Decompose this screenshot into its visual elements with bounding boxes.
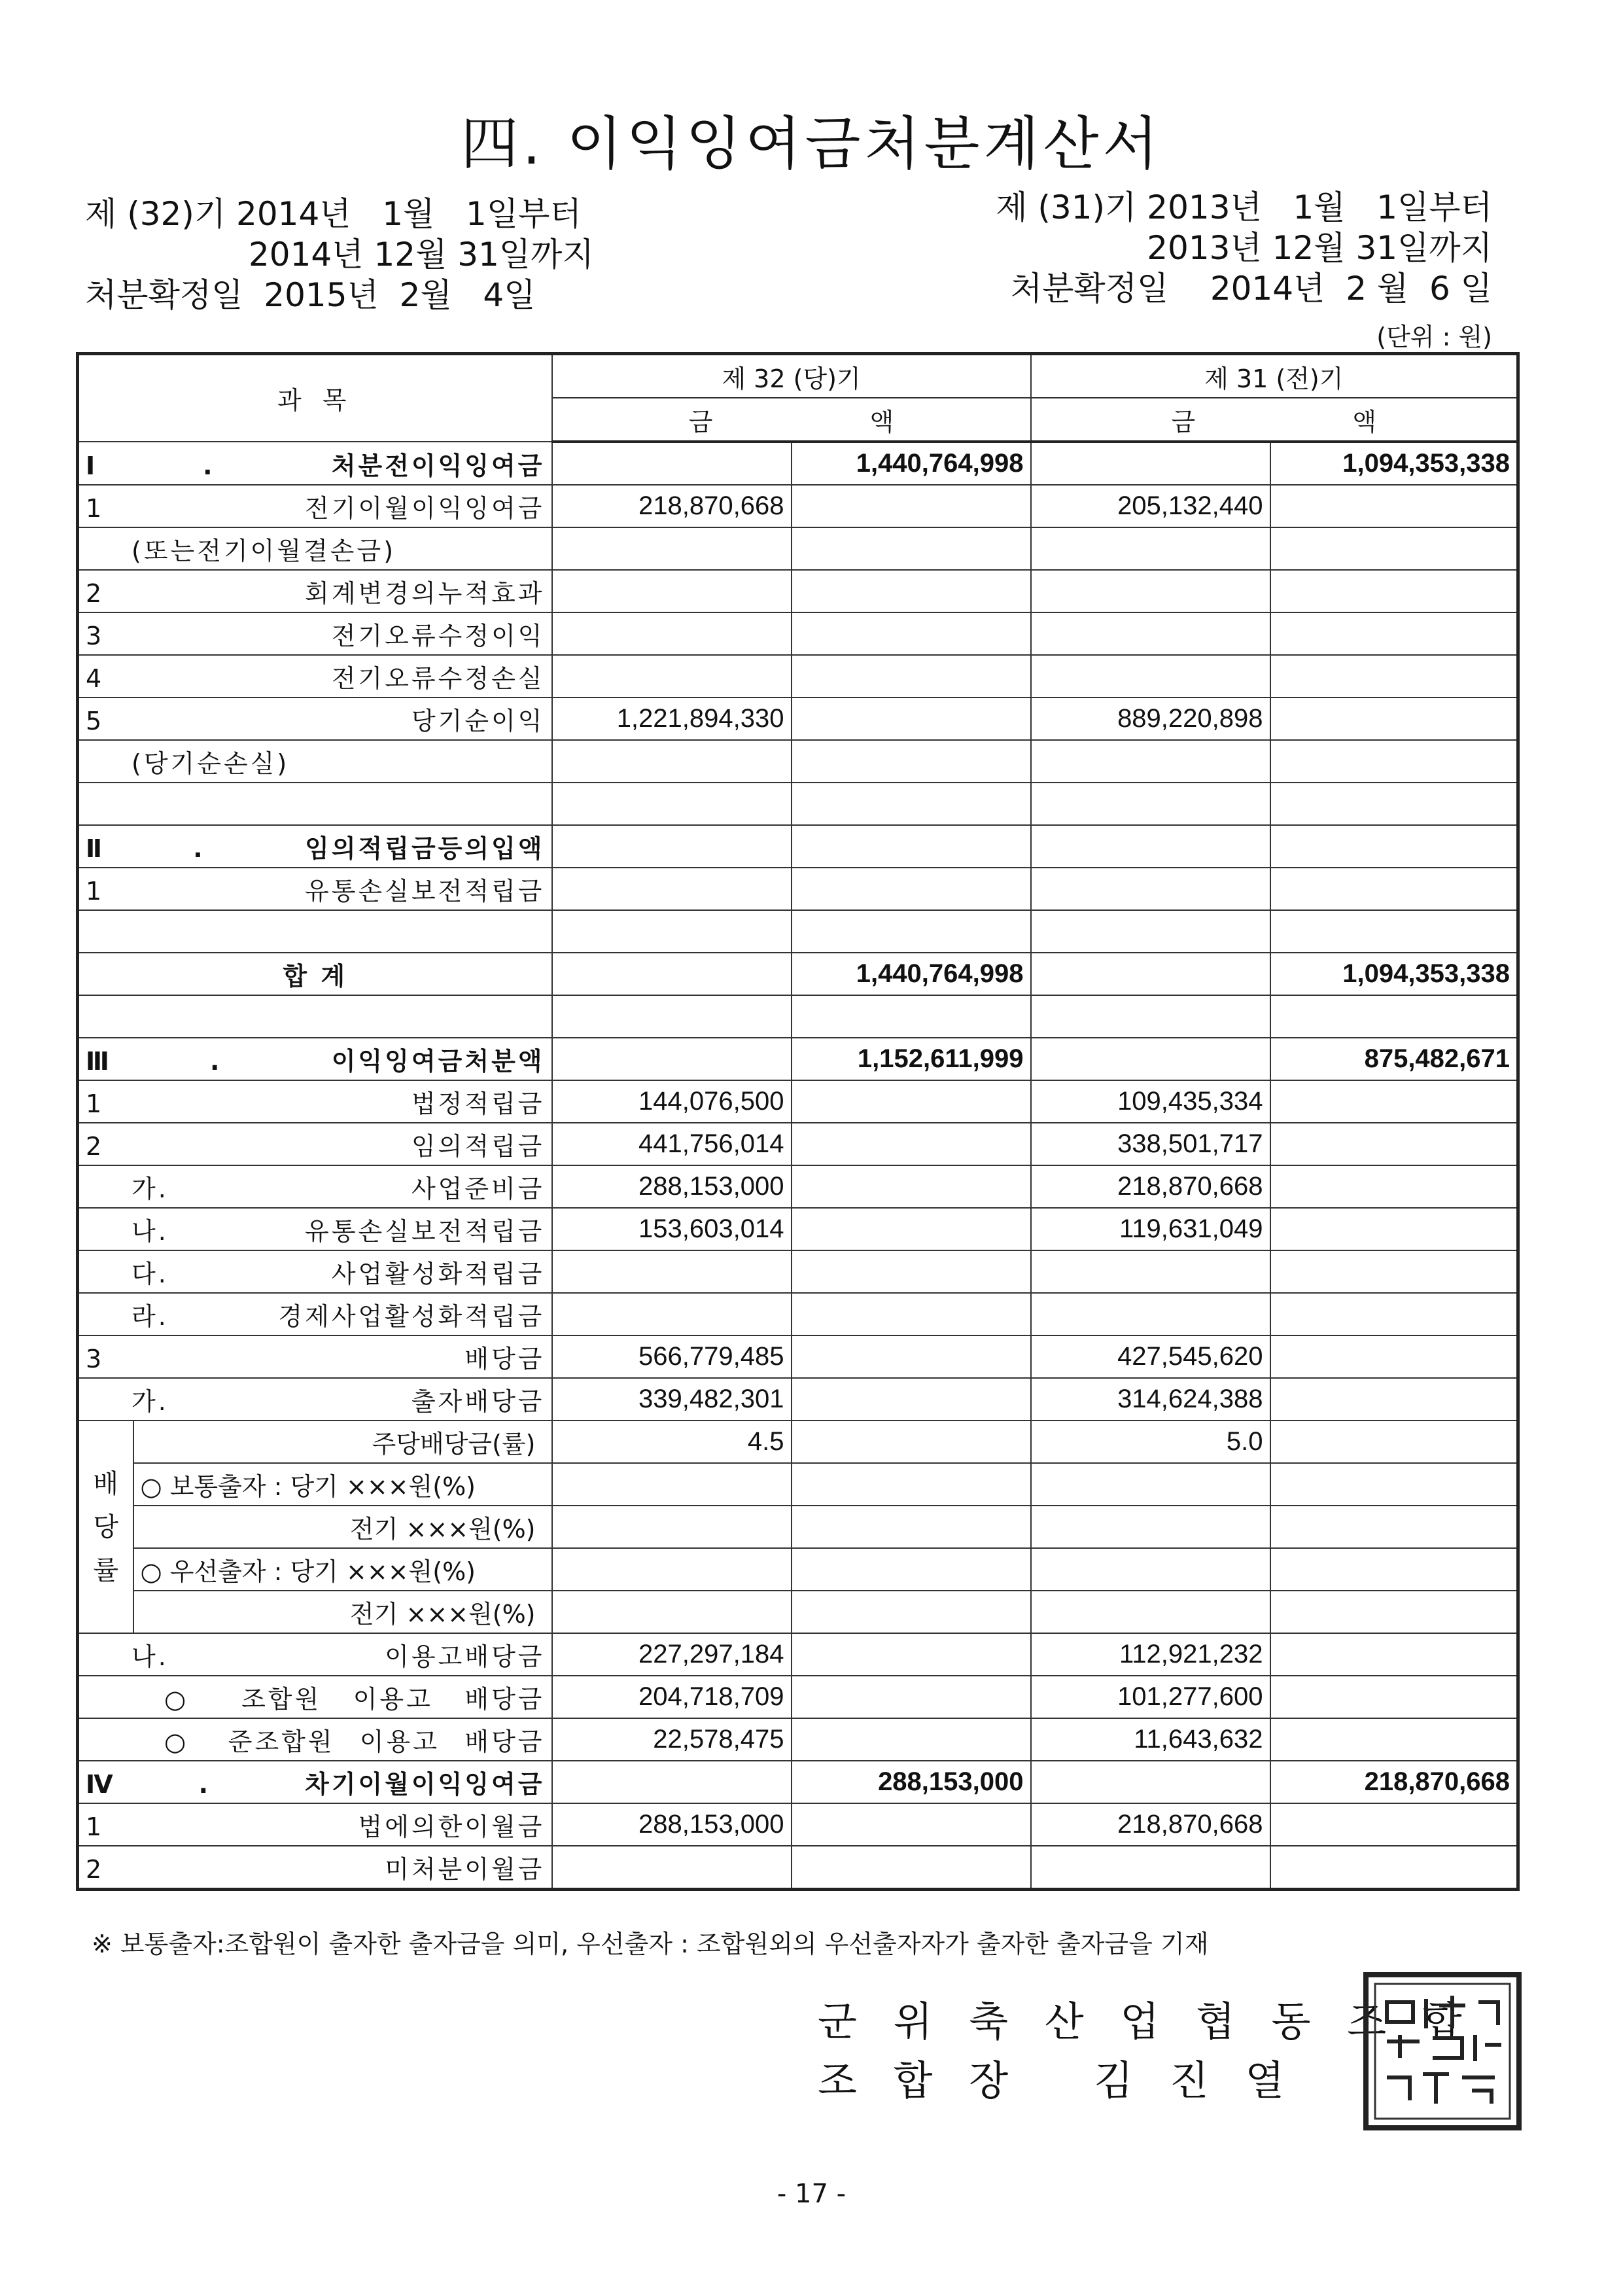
current-detail-amount bbox=[552, 1591, 792, 1633]
current-detail-amount: 22,578,475 bbox=[552, 1718, 792, 1761]
prior-detail-amount bbox=[1031, 995, 1270, 1038]
current-total-amount bbox=[792, 1846, 1031, 1890]
row-label: 1 법에의한이월금 bbox=[78, 1803, 552, 1846]
prior-total-amount bbox=[1270, 740, 1518, 783]
prior-detail-amount bbox=[1031, 442, 1270, 485]
period-current-header bbox=[85, 194, 594, 315]
prior-total-amount bbox=[1270, 570, 1518, 612]
row-label: 다. 사업활성화적립금 bbox=[78, 1250, 552, 1293]
current-detail-amount bbox=[552, 740, 792, 783]
current-total-amount bbox=[792, 1378, 1031, 1421]
prior-total-amount bbox=[1270, 527, 1518, 570]
header-row-periods bbox=[78, 354, 1518, 398]
row-label bbox=[78, 995, 552, 1038]
prior-detail-amount bbox=[1031, 1463, 1270, 1506]
current-detail-amount: 218,870,668 bbox=[552, 485, 792, 527]
disposition-statement-table bbox=[76, 352, 1520, 1891]
current-total-amount bbox=[792, 1506, 1031, 1548]
row-label bbox=[78, 910, 552, 953]
dividend-rate-label: ○ 우선출자 : 당기 ×××원(%) bbox=[133, 1548, 552, 1591]
prior-detail-amount: 109,435,334 bbox=[1031, 1080, 1270, 1123]
current-detail-amount bbox=[552, 570, 792, 612]
period-current-line2: 2014년 12월 31일까지 bbox=[249, 236, 594, 274]
current-detail-amount bbox=[552, 995, 792, 1038]
prior-detail-amount bbox=[1031, 953, 1270, 995]
prior-total-amount: 1,094,353,338 bbox=[1270, 953, 1518, 995]
statement-row bbox=[78, 1761, 1518, 1803]
current-total-amount bbox=[792, 1165, 1031, 1208]
footnote: ※ 보통출자:조합원이 출자한 출자금을 의미, 우선출자 : 조합원외의 우선출자자가 출자한 출자금을 기재 bbox=[92, 1930, 1209, 1958]
row-label: 1 법정적립금 bbox=[78, 1080, 552, 1123]
current-total-amount bbox=[792, 1591, 1031, 1633]
current-detail-amount bbox=[552, 1038, 792, 1080]
statement-row bbox=[78, 1718, 1518, 1761]
document-title: 四. 이익잉여금처분계산서 bbox=[461, 110, 1162, 177]
current-detail-amount bbox=[552, 783, 792, 825]
prior-detail-amount: 205,132,440 bbox=[1031, 485, 1270, 527]
period-current-line1: 제 (32)기 2014년 1월 1일부터 bbox=[85, 195, 582, 233]
amount-char-1: 금 bbox=[1171, 407, 1196, 436]
current-total-amount: 1,152,611,999 bbox=[792, 1038, 1031, 1080]
prior-total-amount bbox=[1270, 783, 1518, 825]
prior-detail-amount: 427,545,620 bbox=[1031, 1335, 1270, 1378]
prior-detail-amount bbox=[1031, 868, 1270, 910]
current-detail-amount bbox=[552, 1250, 792, 1293]
current-total-amount bbox=[792, 740, 1031, 783]
prior-detail-amount bbox=[1031, 1548, 1270, 1591]
prior-detail-amount: 338,501,717 bbox=[1031, 1123, 1270, 1165]
statement-row bbox=[78, 1165, 1518, 1208]
prior-total-amount bbox=[1270, 1718, 1518, 1761]
current-detail-amount: 227,297,184 bbox=[552, 1633, 792, 1676]
prior-total-amount bbox=[1270, 1378, 1518, 1421]
current-total-amount bbox=[792, 1123, 1031, 1165]
statement-row bbox=[78, 740, 1518, 783]
row-label: 5 당기순이익 bbox=[78, 698, 552, 740]
current-total-amount bbox=[792, 1803, 1031, 1846]
statement-row bbox=[78, 1038, 1518, 1080]
prior-total-amount bbox=[1270, 1548, 1518, 1591]
current-total-amount bbox=[792, 655, 1031, 698]
page-number: - 17 - bbox=[777, 2179, 846, 2209]
prior-detail-amount: 11,643,632 bbox=[1031, 1718, 1270, 1761]
unit-label: (단위 : 원) bbox=[1376, 323, 1492, 351]
prior-total-amount bbox=[1270, 1080, 1518, 1123]
current-total-amount bbox=[792, 1463, 1031, 1506]
row-label: 가. 출자배당금 bbox=[78, 1378, 552, 1421]
prior-period-header: 제 31 (전)기 bbox=[1031, 354, 1518, 398]
dividend-rate-label: 전기 ×××원(%) bbox=[133, 1591, 552, 1633]
prior-total-amount bbox=[1270, 868, 1518, 910]
dividend-rate-row bbox=[78, 1463, 1518, 1506]
prior-detail-amount: 218,870,668 bbox=[1031, 1165, 1270, 1208]
prior-detail-amount bbox=[1031, 1506, 1270, 1548]
prior-total-amount bbox=[1270, 1463, 1518, 1506]
current-total-amount bbox=[792, 1633, 1031, 1676]
current-detail-amount: 441,756,014 bbox=[552, 1123, 792, 1165]
current-total-amount bbox=[792, 1548, 1031, 1591]
dividend-rate-row bbox=[78, 1591, 1518, 1633]
current-detail-amount bbox=[552, 953, 792, 995]
prior-total-amount bbox=[1270, 1250, 1518, 1293]
statement-row bbox=[78, 953, 1518, 995]
row-label: 합 계 bbox=[78, 953, 552, 995]
current-detail-amount bbox=[552, 1506, 792, 1548]
official-seal-stamp bbox=[1361, 1969, 1524, 2133]
prior-detail-amount bbox=[1031, 655, 1270, 698]
prior-detail-amount: 314,624,388 bbox=[1031, 1378, 1270, 1421]
prior-total-amount bbox=[1270, 1165, 1518, 1208]
statement-row bbox=[78, 825, 1518, 868]
prior-detail-amount bbox=[1031, 1250, 1270, 1293]
prior-total-amount bbox=[1270, 1506, 1518, 1548]
prior-detail-amount bbox=[1031, 527, 1270, 570]
current-detail-amount bbox=[552, 1463, 792, 1506]
prior-total-amount bbox=[1270, 1846, 1518, 1890]
subject-header bbox=[78, 354, 552, 442]
prior-detail-amount: 101,277,600 bbox=[1031, 1676, 1270, 1718]
dividend-rate-label: 전기 ×××원(%) bbox=[133, 1506, 552, 1548]
current-detail-amount bbox=[552, 910, 792, 953]
current-detail-amount bbox=[552, 1548, 792, 1591]
row-label: 2 임의적립금 bbox=[78, 1123, 552, 1165]
prior-total-amount bbox=[1270, 1676, 1518, 1718]
prior-detail-amount bbox=[1031, 1846, 1270, 1890]
prior-detail-amount bbox=[1031, 825, 1270, 868]
current-detail-amount bbox=[552, 655, 792, 698]
prior-total-amount bbox=[1270, 910, 1518, 953]
row-label: 라. 경제사업활성화적립금 bbox=[78, 1293, 552, 1335]
statement-row bbox=[78, 910, 1518, 953]
row-label: 나. 이용고배당금 bbox=[78, 1633, 552, 1676]
prior-detail-amount bbox=[1031, 1761, 1270, 1803]
statement-body bbox=[78, 354, 1518, 1890]
current-total-amount bbox=[792, 995, 1031, 1038]
prior-detail-amount bbox=[1031, 740, 1270, 783]
current-detail-amount: 204,718,709 bbox=[552, 1676, 792, 1718]
current-detail-amount bbox=[552, 1293, 792, 1335]
prior-total-amount bbox=[1270, 1591, 1518, 1633]
current-detail-amount: 288,153,000 bbox=[552, 1803, 792, 1846]
current-total-amount bbox=[792, 698, 1031, 740]
amount-char-1: 금 bbox=[688, 407, 713, 436]
row-label: Ⅱ. 임의적립금등의입액 bbox=[78, 825, 552, 868]
dividend-rate-row bbox=[78, 1506, 1518, 1548]
row-label: 1 유통손실보전적립금 bbox=[78, 868, 552, 910]
statement-row bbox=[78, 868, 1518, 910]
prior-total-amount bbox=[1270, 1803, 1518, 1846]
dividend-rate-label: ○ 보통출자 : 당기 ×××원(%) bbox=[133, 1463, 552, 1506]
row-label: 2 회계변경의누적효과 bbox=[78, 570, 552, 612]
row-label: 가. 사업준비금 bbox=[78, 1165, 552, 1208]
current-total-amount bbox=[792, 910, 1031, 953]
statement-row bbox=[78, 1846, 1518, 1890]
current-total-amount bbox=[792, 527, 1031, 570]
prior-detail-amount bbox=[1031, 1293, 1270, 1335]
current-total-amount: 1,440,764,998 bbox=[792, 953, 1031, 995]
statement-row bbox=[78, 1676, 1518, 1718]
statement-row bbox=[78, 1208, 1518, 1250]
prior-detail-amount bbox=[1031, 1591, 1270, 1633]
prior-total-amount bbox=[1270, 1421, 1518, 1463]
row-label: Ⅲ. 이익잉여금처분액 bbox=[78, 1038, 552, 1080]
statement-row bbox=[78, 783, 1518, 825]
prior-total-amount bbox=[1270, 825, 1518, 868]
prior-total-amount bbox=[1270, 1633, 1518, 1676]
current-total-amount bbox=[792, 1421, 1031, 1463]
current-total-amount bbox=[792, 570, 1031, 612]
row-label: Ⅳ. 차기이월이익잉여금 bbox=[78, 1761, 552, 1803]
current-total-amount bbox=[792, 783, 1031, 825]
prior-detail-amount: 119,631,049 bbox=[1031, 1208, 1270, 1250]
prior-total-amount bbox=[1270, 995, 1518, 1038]
current-total-amount bbox=[792, 868, 1031, 910]
statement-row bbox=[78, 442, 1518, 485]
current-period-header: 제 32 (당)기 bbox=[552, 354, 1031, 398]
statement-row bbox=[78, 527, 1518, 570]
current-total-amount bbox=[792, 1676, 1031, 1718]
cooperative-name: 군 위 축 산 업 협 동 조 합 bbox=[818, 1998, 1474, 2045]
statement-row bbox=[78, 1335, 1518, 1378]
current-total-amount bbox=[792, 1208, 1031, 1250]
dividend-rate-label: 주당배당금(률) bbox=[133, 1421, 552, 1463]
statement-row bbox=[78, 570, 1518, 612]
prior-total-amount bbox=[1270, 612, 1518, 655]
row-label: ○ 조합원 이용고 배당금 bbox=[78, 1676, 552, 1718]
prior-total-amount bbox=[1270, 1293, 1518, 1335]
prior-total-amount bbox=[1270, 1335, 1518, 1378]
prior-detail-amount: 5.0 bbox=[1031, 1421, 1270, 1463]
statement-row bbox=[78, 698, 1518, 740]
prior-total-amount bbox=[1270, 1123, 1518, 1165]
period-prior-line3: 처분확정일 2014년 2 월 6 일 bbox=[1010, 270, 1492, 308]
row-label: (당기순손실) bbox=[78, 740, 552, 783]
statement-row bbox=[78, 1123, 1518, 1165]
period-prior-line1: 제 (31)기 2013년 1월 1일부터 bbox=[996, 188, 1492, 226]
chairman-name: 조 합 장 김 진 열 bbox=[818, 2057, 1297, 2104]
period-prior-header bbox=[996, 187, 1492, 309]
current-detail-amount bbox=[552, 612, 792, 655]
subject-header-text: 과 목 bbox=[277, 386, 353, 415]
prior-detail-amount bbox=[1031, 783, 1270, 825]
row-label: Ⅰ. 처분전이익잉여금 bbox=[78, 442, 552, 485]
row-label: 3 배당금 bbox=[78, 1335, 552, 1378]
statement-row bbox=[78, 1080, 1518, 1123]
current-total-amount bbox=[792, 485, 1031, 527]
current-amount-header bbox=[552, 398, 1031, 442]
current-detail-amount: 144,076,500 bbox=[552, 1080, 792, 1123]
prior-detail-amount: 218,870,668 bbox=[1031, 1803, 1270, 1846]
row-label: (또는전기이월결손금) bbox=[78, 527, 552, 570]
prior-amount-header bbox=[1031, 398, 1518, 442]
current-detail-amount bbox=[552, 527, 792, 570]
statement-row bbox=[78, 995, 1518, 1038]
current-detail-amount bbox=[552, 868, 792, 910]
statement-row bbox=[78, 612, 1518, 655]
current-detail-amount bbox=[552, 1846, 792, 1890]
current-total-amount bbox=[792, 1718, 1031, 1761]
current-total-amount bbox=[792, 825, 1031, 868]
statement-row bbox=[78, 485, 1518, 527]
prior-total-amount bbox=[1270, 1208, 1518, 1250]
current-total-amount bbox=[792, 1080, 1031, 1123]
row-label: 4 전기오류수정손실 bbox=[78, 655, 552, 698]
prior-detail-amount: 112,921,232 bbox=[1031, 1633, 1270, 1676]
statement-row bbox=[78, 1803, 1518, 1846]
current-total-amount bbox=[792, 1250, 1031, 1293]
period-prior-line2: 2013년 12월 31일까지 bbox=[1147, 229, 1492, 267]
prior-detail-amount bbox=[1031, 612, 1270, 655]
row-label: 2 미처분이월금 bbox=[78, 1846, 552, 1890]
prior-detail-amount bbox=[1031, 570, 1270, 612]
amount-char-2: 액 bbox=[1352, 407, 1376, 436]
current-detail-amount: 153,603,014 bbox=[552, 1208, 792, 1250]
row-label bbox=[78, 783, 552, 825]
current-total-amount: 1,440,764,998 bbox=[792, 442, 1031, 485]
row-label: 나. 유통손실보전적립금 bbox=[78, 1208, 552, 1250]
row-label: 3 전기오류수정이익 bbox=[78, 612, 552, 655]
amount-char-2: 액 bbox=[869, 407, 894, 436]
period-current-line3: 처분확정일 2015년 2월 4일 bbox=[85, 276, 536, 314]
current-total-amount bbox=[792, 1335, 1031, 1378]
statement-row bbox=[78, 1293, 1518, 1335]
statement-row bbox=[78, 1378, 1518, 1421]
prior-total-amount bbox=[1270, 655, 1518, 698]
current-detail-amount: 339,482,301 bbox=[552, 1378, 792, 1421]
current-detail-amount: 4.5 bbox=[552, 1421, 792, 1463]
dividend-rate-side-label: 배 당 률 bbox=[78, 1421, 133, 1633]
prior-total-amount bbox=[1270, 698, 1518, 740]
row-label: 1 전기이월이익잉여금 bbox=[78, 485, 552, 527]
current-detail-amount: 288,153,000 bbox=[552, 1165, 792, 1208]
statement-row bbox=[78, 1250, 1518, 1293]
prior-detail-amount bbox=[1031, 1038, 1270, 1080]
prior-detail-amount bbox=[1031, 910, 1270, 953]
dividend-rate-row bbox=[78, 1421, 1518, 1463]
current-detail-amount bbox=[552, 825, 792, 868]
current-detail-amount bbox=[552, 1761, 792, 1803]
prior-total-amount: 875,482,671 bbox=[1270, 1038, 1518, 1080]
row-label: ○ 준조합원 이용고 배당금 bbox=[78, 1718, 552, 1761]
prior-total-amount bbox=[1270, 485, 1518, 527]
prior-detail-amount: 889,220,898 bbox=[1031, 698, 1270, 740]
current-total-amount bbox=[792, 1293, 1031, 1335]
prior-total-amount: 1,094,353,338 bbox=[1270, 442, 1518, 485]
current-detail-amount: 1,221,894,330 bbox=[552, 698, 792, 740]
statement-row bbox=[78, 655, 1518, 698]
prior-total-amount: 218,870,668 bbox=[1270, 1761, 1518, 1803]
current-detail-amount bbox=[552, 442, 792, 485]
statement-row bbox=[78, 1633, 1518, 1676]
dividend-rate-row bbox=[78, 1548, 1518, 1591]
current-total-amount: 288,153,000 bbox=[792, 1761, 1031, 1803]
current-total-amount bbox=[792, 612, 1031, 655]
current-detail-amount: 566,779,485 bbox=[552, 1335, 792, 1378]
